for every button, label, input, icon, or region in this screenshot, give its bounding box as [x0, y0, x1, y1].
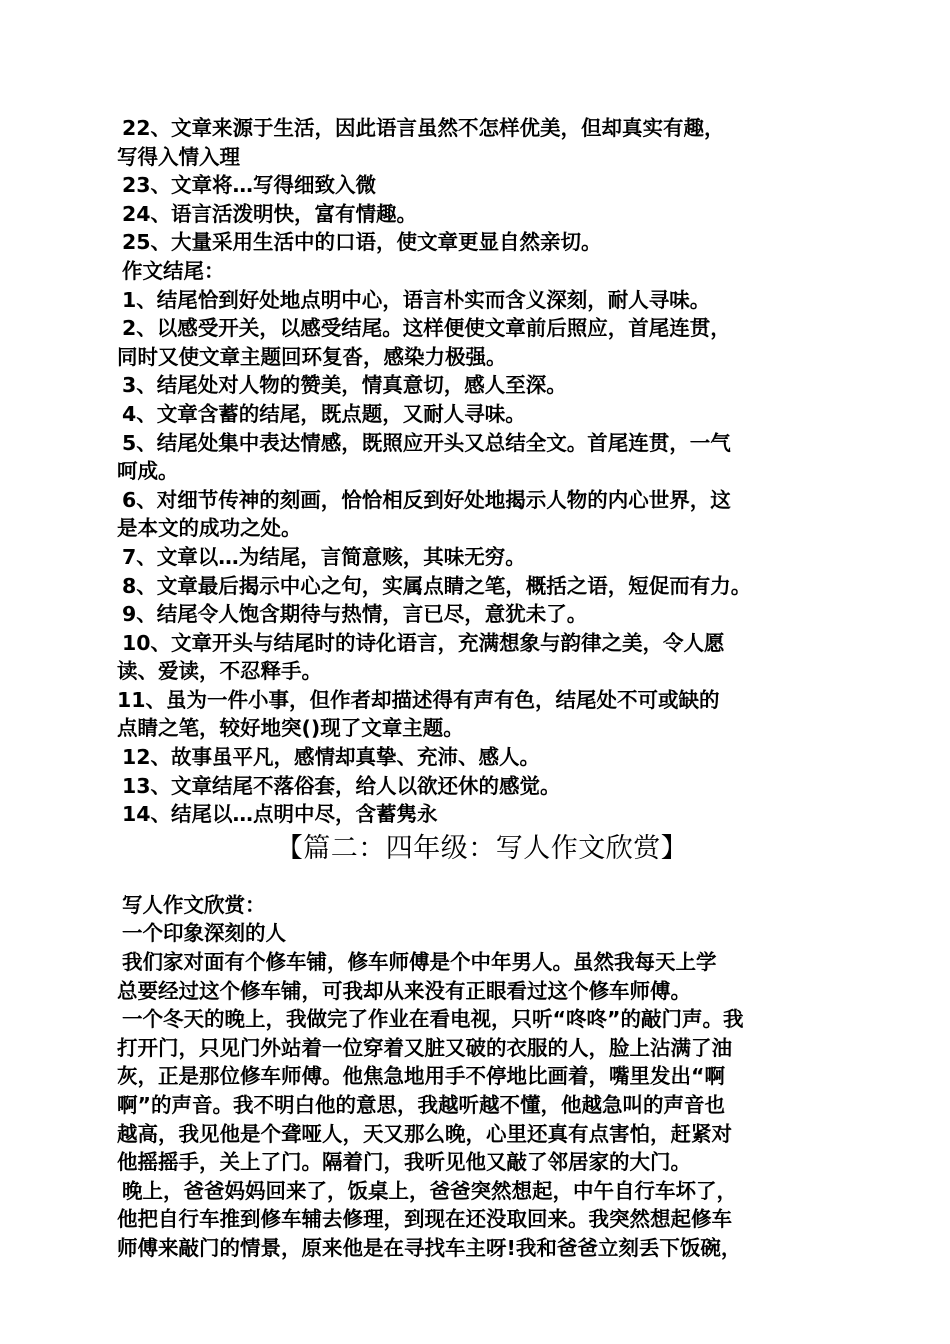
- text-line: 读、爱读，不忍释手。: [117, 659, 322, 684]
- text-line: 5、结尾处集中表达情感，既照应开头又总结全文。首尾连贯，一气: [122, 430, 731, 455]
- text-line: 是本文的成功之处。: [117, 516, 302, 541]
- text-line: 25、大量采用生活中的口语，使文章更显自然亲切。: [122, 230, 602, 255]
- text-line: 一个冬天的晚上，我做完了作业在看电视，只听“咚咚”的敲门声。我: [122, 1007, 744, 1032]
- text-line: 2、以感受开关，以感受结尾。这样便使文章前后照应，首尾连贯，: [122, 316, 731, 341]
- text-line: 3、结尾处对人物的赞美，情真意切，感人至深。: [122, 373, 567, 398]
- text-line: 7、文章以…为结尾，言简意赅，其味无穷。: [122, 544, 526, 569]
- text-line: 我们家对面有个修车铺，修车师傅是个中年男人。虽然我每天上学: [122, 950, 717, 975]
- text-line: 写人作文欣赏：: [122, 892, 266, 917]
- text-line: 一个印象深刻的人: [122, 921, 286, 946]
- text-line: 4、文章含蓄的结尾，既点题，又耐人寻味。: [122, 401, 526, 426]
- section-character-essay: [117, 891, 847, 1263]
- section-heading: 【篇二：四年级：写人作文欣赏】: [275, 832, 689, 864]
- text-line: 14、结尾以…点明中尽，含蓄隽永: [122, 802, 438, 827]
- text-line: 作文结尾：: [122, 258, 225, 283]
- text-line: 总要经过这个修车铺，可我却从来没有正眼看过这个修车师傅。: [117, 978, 691, 1003]
- text-line: 同时又使文章主题回环复沓，感染力极强。: [117, 344, 507, 369]
- text-line: 他摇摇手，关上了门。隔着门，我听见他又敲了邻居家的大门。: [117, 1150, 691, 1175]
- text-line: 13、文章结尾不落俗套，给人以欲还休的感觉。: [122, 773, 561, 798]
- document-page: [117, 114, 847, 1263]
- text-line: 打开门，只见门外站着一位穿着又脏又破的衣服的人，脸上沾满了油: [117, 1035, 732, 1060]
- text-line: 24、语言活泼明快，富有情趣。: [122, 201, 418, 226]
- text-line: 点睛之笔，较好地突()现了文章主题。: [117, 716, 464, 741]
- text-line: 22、文章来源于生活，因此语言虽然不怎样优美，但却真实有趣，: [122, 116, 725, 140]
- text-line: 12、故事虽平凡，感情却真挚、充沛、感人。: [122, 745, 541, 770]
- text-line: 23、文章将…写得细致入微: [122, 173, 377, 198]
- text-line: 师傅来敲门的情景，原来他是在寻找车主呀!我和爸爸立刻丢下饭碗，: [117, 1235, 742, 1260]
- text-line: 晚上，爸爸妈妈回来了，饭桌上，爸爸突然想起，中午自行车坏了，: [122, 1178, 737, 1203]
- text-line: 8、文章最后揭示中心之句，实属点睛之笔，概括之语，短促而有力。: [122, 573, 752, 598]
- text-line: 越高，我见他是个聋哑人，天又那么晚，心里还真有点害怕，赶紧对: [117, 1121, 732, 1146]
- text-line: 11、虽为一件小事，但作者却描述得有声有色，结尾处不可或缺的: [117, 687, 720, 712]
- text-line: 写得入情入理: [117, 144, 240, 169]
- text-line: 9、结尾令人饱含期待与热情，言已尽，意犹未了。: [122, 602, 588, 627]
- text-line: 他把自行车推到修车辅去修理，到现在还没取回来。我突然想起修车: [117, 1207, 732, 1232]
- text-line: 6、对细节传神的刻画，恰恰相反到好处地揭示人物的内心世界，这: [122, 487, 731, 512]
- text-line: 啊”的声音。我不明白他的意思，我越听越不懂，他越急叫的声音也: [117, 1093, 725, 1117]
- text-line: 呵成。: [117, 459, 179, 484]
- text-line: 灰，正是那位修车师傅。他焦急地用手不停地比画着，嘴里发出“啊: [117, 1064, 725, 1089]
- text-line: 10、文章开头与结尾时的诗化语言，充满想象与韵律之美，令人愿: [122, 630, 725, 655]
- section-composition-endings: [117, 114, 847, 829]
- text-line: 1、结尾恰到好处地点明中心，语言朴实而含义深刻，耐人寻味。: [122, 287, 711, 312]
